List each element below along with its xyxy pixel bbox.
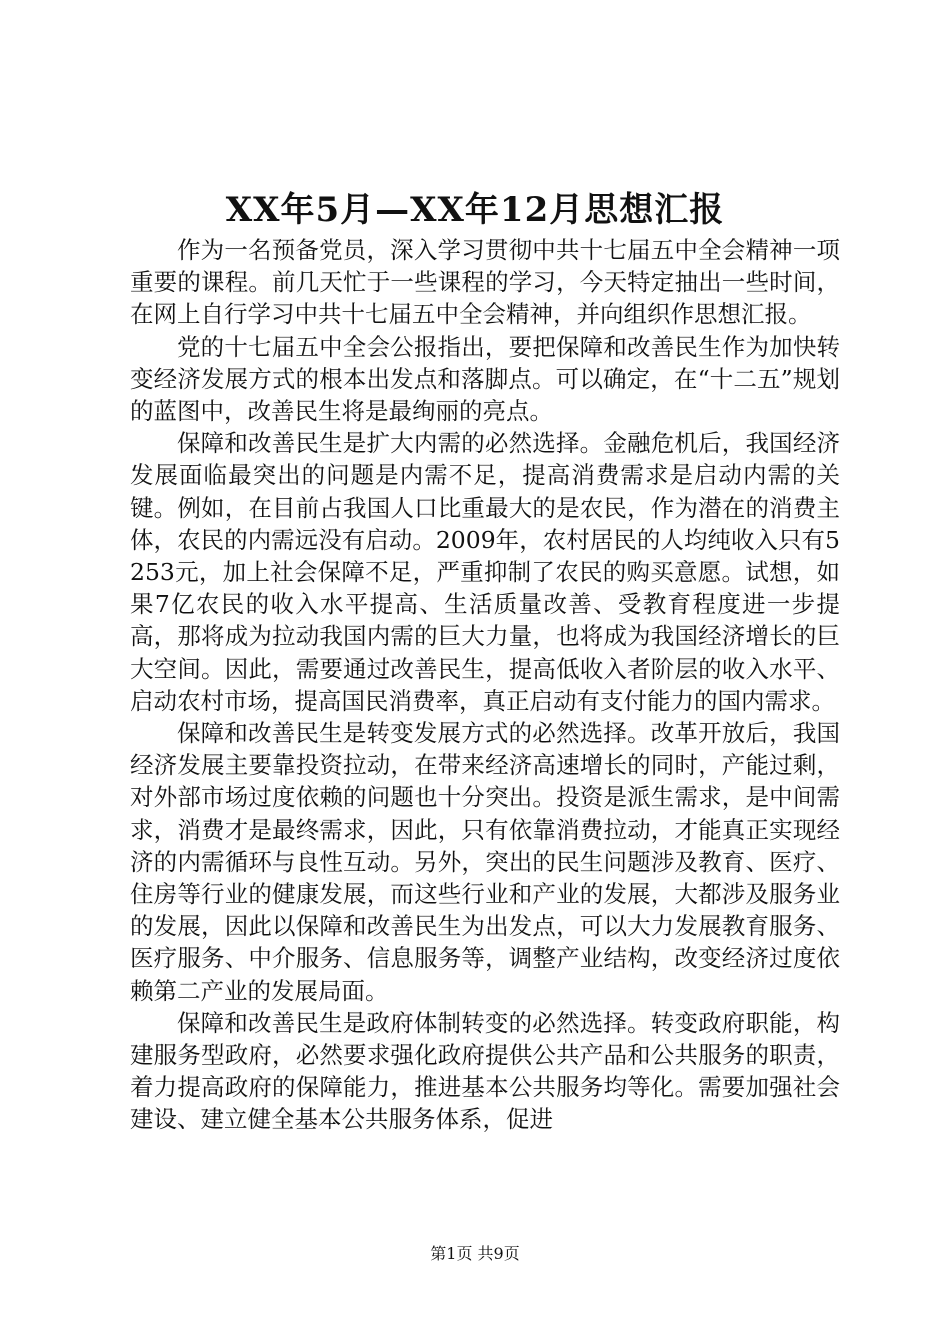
paragraph-communique: 党的十七届五中全会公报指出，要把保障和改善民生作为加快转变经济发展方式的根本出发点和落脚点。可以确定，在“十二五”规划的蓝图中，改善民生将是最绚丽的亮点。: [130, 332, 840, 426]
page-footer: 第1页 共9页: [430, 1244, 520, 1263]
paragraph-domestic-demand: 保障和改善民生是扩大内需的必然选择。金融危机后，我国经济发展面临最突出的问题是内需不足，提高消费需求是启动内需的关键。例如，在目前占我国人口比重最大的是农民，作为潜在的消费主体，农民的内需远没有启动。2009年，农村居民的人均纯收入只有5253元，加上社会保障不足，严重抑制了农民的购买意愿。试想，如果7亿农民的收入水平提高、生活质量改善、受教育程度进一步提高，那将成为拉动我国内需的巨大力量，也将成为我国经济增长的巨大空间。因此，需要通过改善民生，提高低收入者阶层的收入水平、启动农村市场，提高国民消费率，真正启动有支付能力的国内需求。: [130, 429, 840, 715]
page-title: XX年5月—XX年12月思想汇报: [225, 190, 725, 230]
paragraph-government-reform: 保障和改善民生是政府体制转变的必然选择。转变政府职能，构建服务型政府，必然要求强化政府提供公共产品和公共服务的职责，着力提高政府的保障能力，推进基本公共服务均等化。需要加强社会建设、建立健全基本公共服务体系，促进: [130, 1008, 840, 1134]
document-body: [130, 234, 840, 1136]
paragraph-intro: 作为一名预备党员，深入学习贯彻中共十七届五中全会精神一项重要的课程。前几天忙于一些课程的学习，今天特定抽出一些时间，在网上自行学习中共十七届五中全会精神，并向组织作思想汇报。: [130, 236, 840, 329]
paragraph-development-mode: 保障和改善民生是转变发展方式的必然选择。改革开放后，我国经济发展主要靠投资拉动，在带来经济高速增长的同时，产能过剩，对外部市场过度依赖的问题也十分突出。投资是派生需求，是中间需求，消费才是最终需求，因此，只有依靠消费拉动，才能真正实现经济的内需循环与良性互动。另外，突出的民生问题涉及教育、医疗、住房等行业的健康发展，而这些行业和产业的发展，大都涉及服务业的发展，因此以保障和改善民生为出发点，可以大力发展教育服务、医疗服务、中介服务、信息服务等，调整产业结构，改变经济过度依赖第二产业的发展局面。: [130, 719, 840, 1005]
